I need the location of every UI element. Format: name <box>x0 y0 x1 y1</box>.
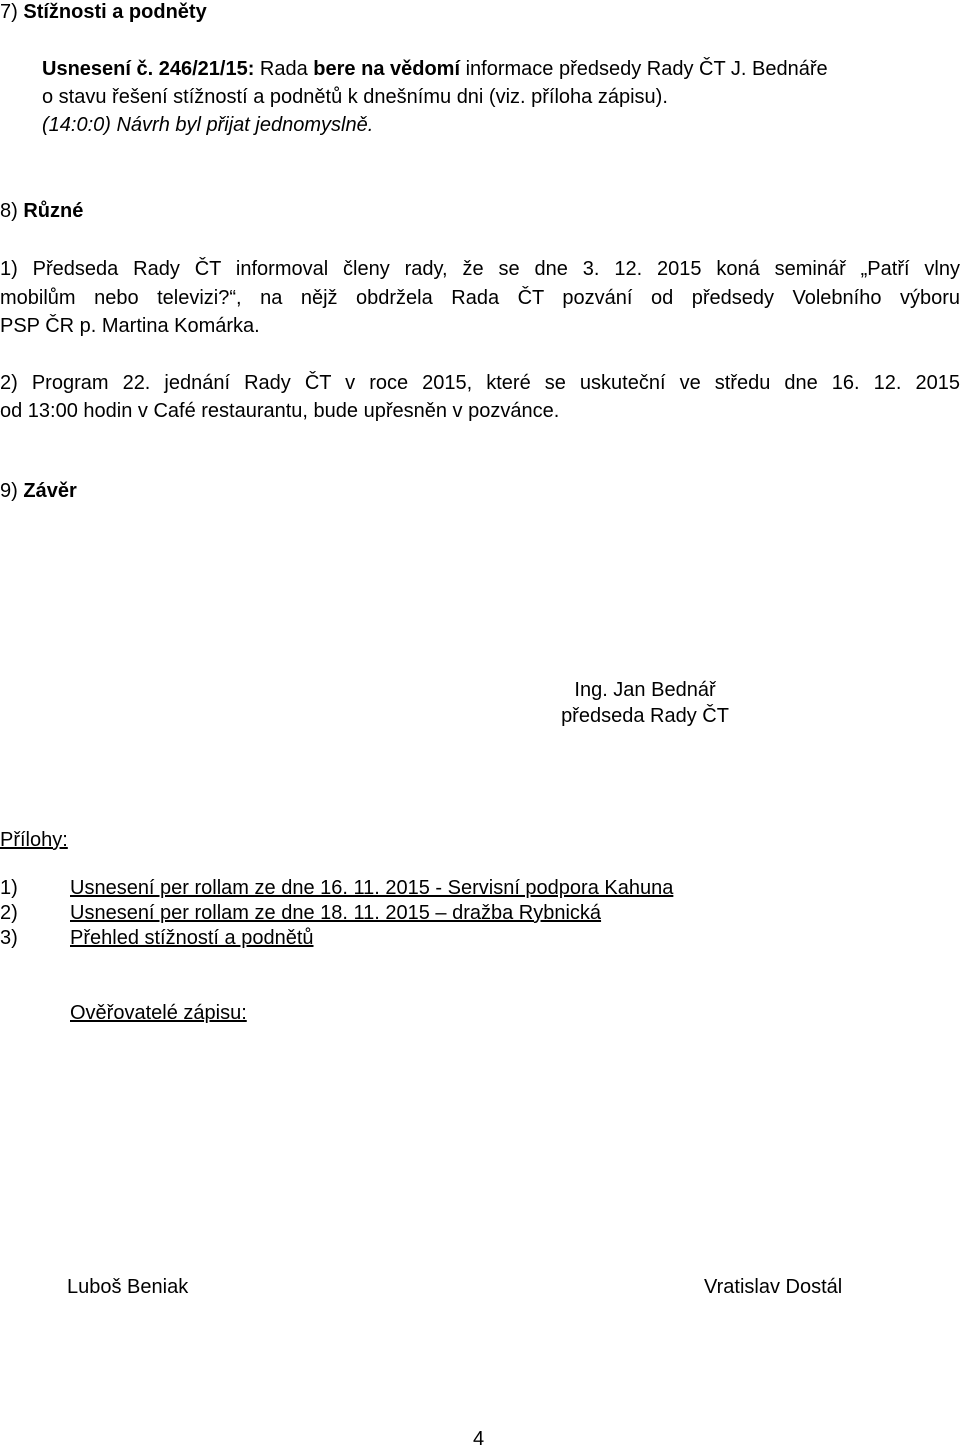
item-1-line-1: 1) Předseda Rady ČT informoval členy rady, že se dne 3. 12. 2015 koná seminář „Patří vlny <box>0 258 960 280</box>
section-9-title: Závěr <box>23 480 77 502</box>
resolution-line-1 <box>42 57 828 81</box>
section-8-heading <box>0 199 83 223</box>
section-9-number: 9) <box>0 480 18 502</box>
item-2-line-1: 2) Program 22. jednání Rady ČT v roce 2015, které se uskuteční ve středu dne 16. 12. 2015 <box>0 372 960 394</box>
item-1-line-3: PSP ČR p. Martina Komárka. <box>0 315 260 337</box>
resolution-verb: bere na vědomí <box>313 58 461 80</box>
section-8-title: Různé <box>23 200 84 222</box>
attachment-item <box>0 876 673 900</box>
verifier-left-name: Luboš Beniak <box>67 1276 189 1298</box>
verifier-right-name: Vratislav Dostál <box>704 1276 843 1298</box>
attachment-number: 2) <box>0 902 18 924</box>
attachments-heading: Přílohy: <box>0 829 68 851</box>
item-1-line-2: mobilům nebo televizi?“, na nějž obdržela Rada ČT pozvání od předsedy Volebního výboru <box>0 287 960 309</box>
section-7-title: Stížnosti a podněty <box>23 1 207 23</box>
attachment-link[interactable]: Usnesení per rollam ze dne 18. 11. 2015 – dražba Rybnická <box>70 902 602 924</box>
vote-result: (14:0:0) Návrh byl přijat jednomyslně. <box>42 114 374 136</box>
attachment-number: 1) <box>0 877 18 899</box>
section-7-number: 7) <box>0 1 18 23</box>
resolution-line-2: o stavu řešení stížností a podnětů k dnešnímu dni (viz. příloha zápisu). <box>42 86 668 108</box>
section-9-heading <box>0 479 77 503</box>
attachment-item <box>0 901 601 925</box>
item-2-line-2: od 13:00 hodin v Café restaurantu, bude upřesněn v pozvánce. <box>0 400 560 422</box>
attachment-item <box>0 926 314 950</box>
attachment-number: 3) <box>0 927 18 949</box>
attachment-link[interactable]: Přehled stížností a podnětů <box>70 927 314 949</box>
section-7-heading <box>0 0 207 24</box>
resolution-text-1: informace předsedy Rady ČT J. Bednáře <box>465 58 828 80</box>
signature-role: předseda Rady ČT <box>561 705 729 727</box>
page-number: 4 <box>473 1428 485 1450</box>
signature-name: Ing. Jan Bednář <box>574 679 716 701</box>
resolution-subject: Rada <box>259 58 308 80</box>
section-8-number: 8) <box>0 200 18 222</box>
resolution-label: Usnesení č. 246/21/15: <box>42 58 255 80</box>
attachment-link[interactable]: Usnesení per rollam ze dne 16. 11. 2015 - Servisní podpora Kahuna <box>70 877 674 899</box>
verifiers-heading: Ověřovatelé zápisu: <box>70 1002 247 1024</box>
